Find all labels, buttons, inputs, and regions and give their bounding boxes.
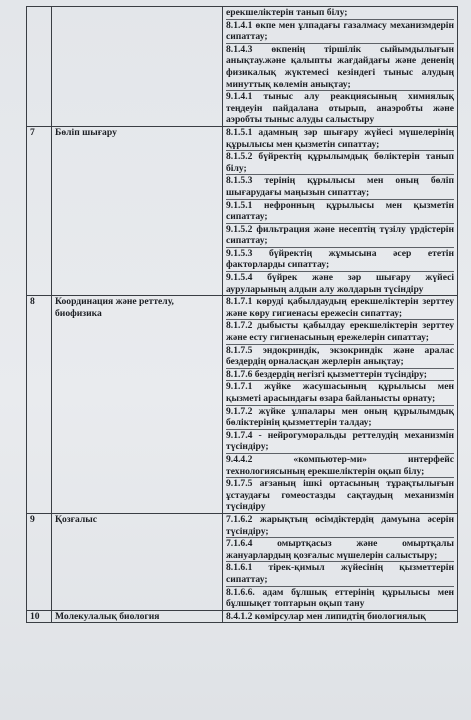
- table-row: [27, 296, 458, 514]
- row-topic: Қозғалыс: [52, 513, 223, 610]
- learning-objective: 8.1.6.6. адам бұлшық еттерінің құрылысы мен бұлшықет топтарын оқып тану: [226, 586, 454, 610]
- learning-objective: 8.4.1.2 көмірсулар мен липидтің биологиялық: [226, 610, 426, 622]
- learning-objective: 8.1.5.2 бүйректің құрылымдық бөліктерін танып білу;: [226, 151, 454, 174]
- learning-objective: 8.1.5.3 терінің құрылысы мен оның бөліп шығарудағы маңызын сипаттау;: [226, 175, 454, 198]
- learning-objective: 9.1.7.1 жүйке жасушасының құрылысы мен қызметі арасындағы өзара байланысты орнату;: [226, 381, 454, 404]
- learning-objectives-cell: [223, 296, 458, 514]
- learning-objective: 9.1.5.1 нефронның құрылысы мен қызметін сипаттау;: [226, 199, 454, 223]
- row-number: 8: [27, 296, 52, 514]
- learning-objective: 8.1.7.6 бездердің негізгі қызметтерін түсіндіру;: [226, 369, 454, 382]
- row-number: 9: [27, 513, 52, 610]
- row-number: 10: [27, 610, 52, 623]
- row-number: [27, 7, 52, 127]
- learning-objective: 9.1.4.1 тыныс алу реакциясының химиялық теңдеуін пайдалана отырып, анаэробты және аэробты тыныс алуды салыстыру: [226, 91, 454, 126]
- learning-objective: 8.1.4.1 өкпе мен ұлпадағы газалмасу механизмдерін сипаттау;: [226, 19, 454, 43]
- learning-objective: 7.1.6.4 омыртқасыз және омыртқалы жануарлардың қозғалыс мүшелерін салыстыру;: [226, 538, 454, 561]
- row-topic: Бөліп шығару: [52, 126, 223, 295]
- learning-objective: 9.1.7.2 жүйке ұлпалары мен оның құрылымдық бөліктерінің қызметтерін талдау;: [226, 405, 454, 429]
- learning-objective: 8.1.5.1 адамның зәр шығару жүйесі мүшелерінің құрылысы мен қызметін сипаттау;: [226, 126, 454, 150]
- row-number: 7: [27, 126, 52, 295]
- learning-objectives-cell: [223, 513, 458, 610]
- table-row: [27, 610, 458, 623]
- learning-objective: ерекшеліктерін танып білу;: [226, 7, 454, 20]
- curriculum-table: [26, 6, 458, 623]
- learning-objective: 8.1.7.2 дыбысты қабылдау ерекшеліктерін зерттеу және есту гигиенасының ережелерін сипаттау;: [226, 320, 454, 344]
- learning-objectives-cell: [223, 126, 458, 295]
- table-row: [27, 513, 458, 610]
- row-topic: [52, 7, 223, 127]
- table-row: [27, 7, 458, 127]
- learning-objective: 9.1.5.2 фильтрация және несептің түзілу үрдістерін сипаттау;: [226, 223, 454, 247]
- learning-objective: 8.1.7.5 эндокриндік, экзокриндік және аралас бездердің орналасқан жерлерін анықтау;: [226, 344, 454, 368]
- table-row: [27, 126, 458, 295]
- learning-objective: 9.1.7.5 ағзаның ішкі ортасының тұрақтылығын ұстаудағы гомеостазды сақтаудың механизмін түсіндіру: [226, 478, 454, 513]
- learning-objective: 8.1.7.1 көруді қабылдаудың ерекшеліктерін зерттеу және көру гигиенасы ережесін сипаттау;: [226, 296, 454, 319]
- learning-objective: 8.1.6.1 тірек-қимыл жүйесінің қызметтерін сипаттау;: [226, 562, 454, 585]
- learning-objective: 9.4.4.2 «компьютер-ми» интерфейс технологиясының ерекшеліктерін оқып білу;: [226, 453, 454, 477]
- learning-objective: 8.1.4.3 өкпенің тіршілік сыйымдылығын анықтау.және қалыпты жағдайдағы және дененің физикалық жүктемесі кезіндегі тыныс алудың минуттық көлемін анықтау;: [226, 43, 454, 90]
- learning-objectives-cell: [223, 7, 458, 127]
- row-topic: Молекулалық биология: [52, 610, 223, 623]
- row-topic: Координация және реттелу, биофизика: [52, 296, 223, 514]
- learning-objective: 7.1.6.2 жарықтың өсімдіктердің дамуына әсерін түсіндіру;: [226, 513, 454, 537]
- learning-objective: 9.1.5.3 бүйректің жұмысына әсер ететін факторларды сипаттау;: [226, 247, 454, 271]
- learning-objective: 9.1.7.4 - нейрогуморальды реттелудің механизмін түсіндіру;: [226, 429, 454, 453]
- curriculum-table-body: [27, 7, 458, 623]
- learning-objectives-cell: [223, 610, 458, 623]
- learning-objective: 9.1.5.4 бүйрек және зәр шығару жүйесі ауруларының алдын алу жолдарын түсіндіру: [226, 272, 454, 295]
